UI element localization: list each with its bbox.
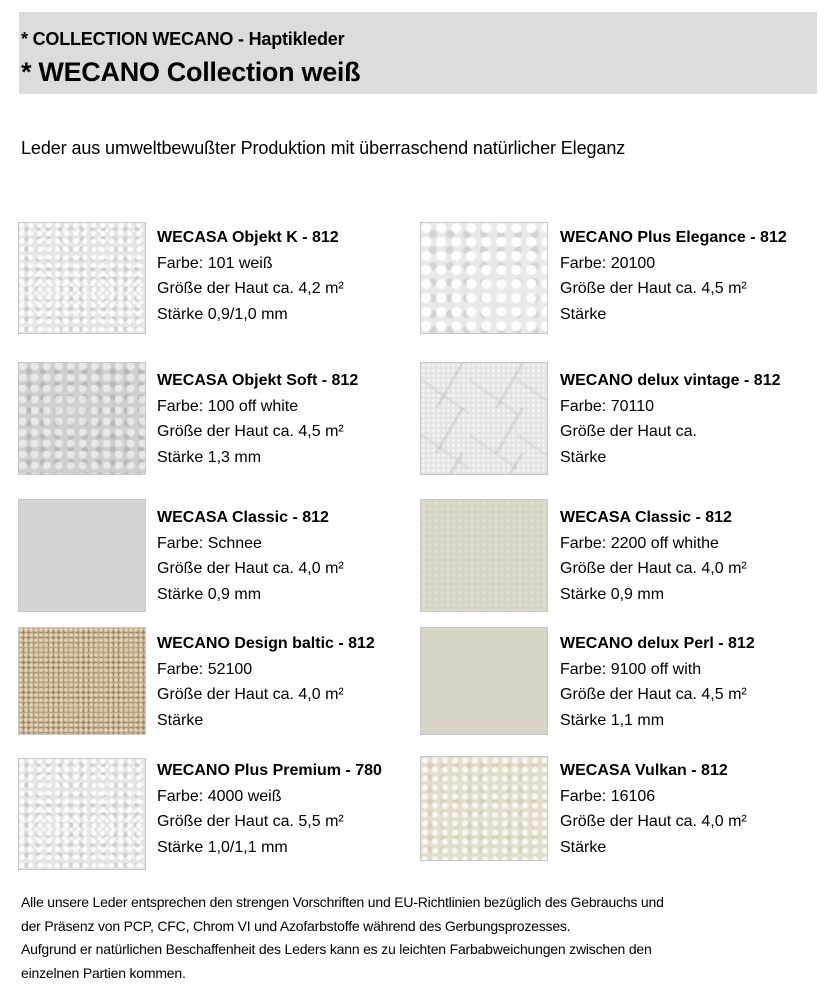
collection-line: * COLLECTION WECANO - Haptikleder — [21, 29, 345, 49]
swatch-objekt-soft — [18, 362, 146, 475]
swatch-plus-premium — [18, 758, 146, 870]
swatch-classic-2200 — [420, 499, 548, 612]
footer-line: einzelnen Partien kommen. — [21, 964, 186, 981]
product-groesse: Größe der Haut ca. 4,2 m² — [157, 280, 344, 297]
product-card — [560, 631, 755, 733]
swatch-classic-schnee — [18, 499, 146, 612]
product-card — [560, 225, 787, 327]
product-staerke: Stärke 0,9/1,0 mm — [157, 305, 288, 323]
product-farbe: Farbe: 20100 — [560, 254, 656, 272]
product-groesse: Größe der Haut ca. — [560, 423, 697, 440]
product-card — [560, 368, 781, 470]
product-farbe: Farbe: 9100 off with — [560, 660, 702, 678]
product-staerke: Stärke 0,9 mm — [560, 585, 665, 603]
product-name: WECASA Classic - 812 — [157, 509, 329, 526]
product-staerke: Stärke 1,3 mm — [157, 448, 262, 466]
product-groesse: Größe der Haut ca. 4,5 m² — [157, 423, 344, 440]
page-title: * WECANO Collection weiß — [21, 57, 361, 87]
swatch-plus-elegance — [420, 222, 548, 334]
product-staerke: Stärke — [560, 838, 607, 856]
product-card — [560, 505, 747, 607]
product-name: WECANO delux Perl - 812 — [560, 635, 755, 652]
footer-line: Alle unsere Leder entsprechen den strengen Vorschriften und EU-Richtlinien bezüglich des Gebrauchs und — [21, 894, 664, 910]
product-staerke: Stärke 1,0/1,1 mm — [157, 838, 288, 856]
product-name: WECANO delux vintage - 812 — [560, 372, 781, 389]
product-card — [157, 505, 344, 607]
header-banner — [19, 12, 817, 94]
product-farbe: Farbe: 70110 — [560, 397, 654, 415]
footer-notes — [21, 891, 811, 985]
product-name: WECASA Vulkan - 812 — [560, 762, 728, 779]
tagline: Leder aus umweltbewußter Produktion mit überraschend natürlicher Eleganz — [21, 138, 626, 158]
product-card — [560, 758, 747, 860]
product-groesse: Größe der Haut ca. 4,5 m² — [560, 280, 747, 297]
product-farbe: Farbe: 100 off white — [157, 397, 299, 415]
swatch-objekt-k — [18, 222, 146, 334]
product-farbe: Farbe: 4000 weiß — [157, 787, 282, 805]
product-farbe: Farbe: 16106 — [560, 787, 656, 805]
product-name: WECANO Plus Elegance - 812 — [560, 229, 787, 246]
product-farbe: Farbe: 2200 off whithe — [560, 534, 719, 552]
product-card — [157, 368, 358, 470]
product-card — [157, 631, 375, 733]
product-groesse: Größe der Haut ca. 4,0 m² — [560, 813, 747, 830]
product-farbe: Farbe: 52100 — [157, 660, 253, 678]
product-name: WECANO Plus Premium - 780 — [157, 762, 382, 779]
product-name: WECANO Design baltic - 812 — [157, 635, 375, 652]
footer-line: Aufgrund er natürlichen Beschaffenheit des Leders kann es zu leichten Farbabweichungen zwischen den — [21, 941, 652, 957]
product-staerke: Stärke — [560, 305, 607, 323]
product-farbe: Farbe: Schnee — [157, 534, 262, 552]
product-staerke: Stärke 0,9 mm — [157, 585, 262, 603]
product-staerke: Stärke 1,1 mm — [560, 711, 665, 729]
product-farbe: Farbe: 101 weiß — [157, 254, 273, 272]
product-groesse: Größe der Haut ca. 5,5 m² — [157, 813, 344, 830]
swatch-delux-vintage — [420, 362, 548, 475]
product-staerke: Stärke — [157, 711, 204, 729]
product-name: WECASA Objekt K - 812 — [157, 229, 339, 246]
footer-line: der Präsenz von PCP, CFC, Chrom VI und Azofarbstoffe während des Gerbungsprozesses. — [21, 917, 571, 934]
swatch-delux-perl — [420, 627, 548, 735]
product-groesse: Größe der Haut ca. 4,0 m² — [157, 560, 344, 577]
swatch-design-baltic — [18, 627, 146, 735]
product-name: WECASA Classic - 812 — [560, 509, 732, 526]
product-groesse: Größe der Haut ca. 4,0 m² — [560, 560, 747, 577]
product-card — [157, 225, 344, 327]
product-staerke: Stärke — [560, 448, 607, 466]
product-card — [157, 758, 382, 860]
swatch-vulkan — [420, 756, 548, 861]
product-name: WECASA Objekt Soft - 812 — [157, 372, 359, 389]
product-groesse: Größe der Haut ca. 4,5 m² — [560, 686, 747, 703]
product-groesse: Größe der Haut ca. 4,0 m² — [157, 686, 344, 703]
